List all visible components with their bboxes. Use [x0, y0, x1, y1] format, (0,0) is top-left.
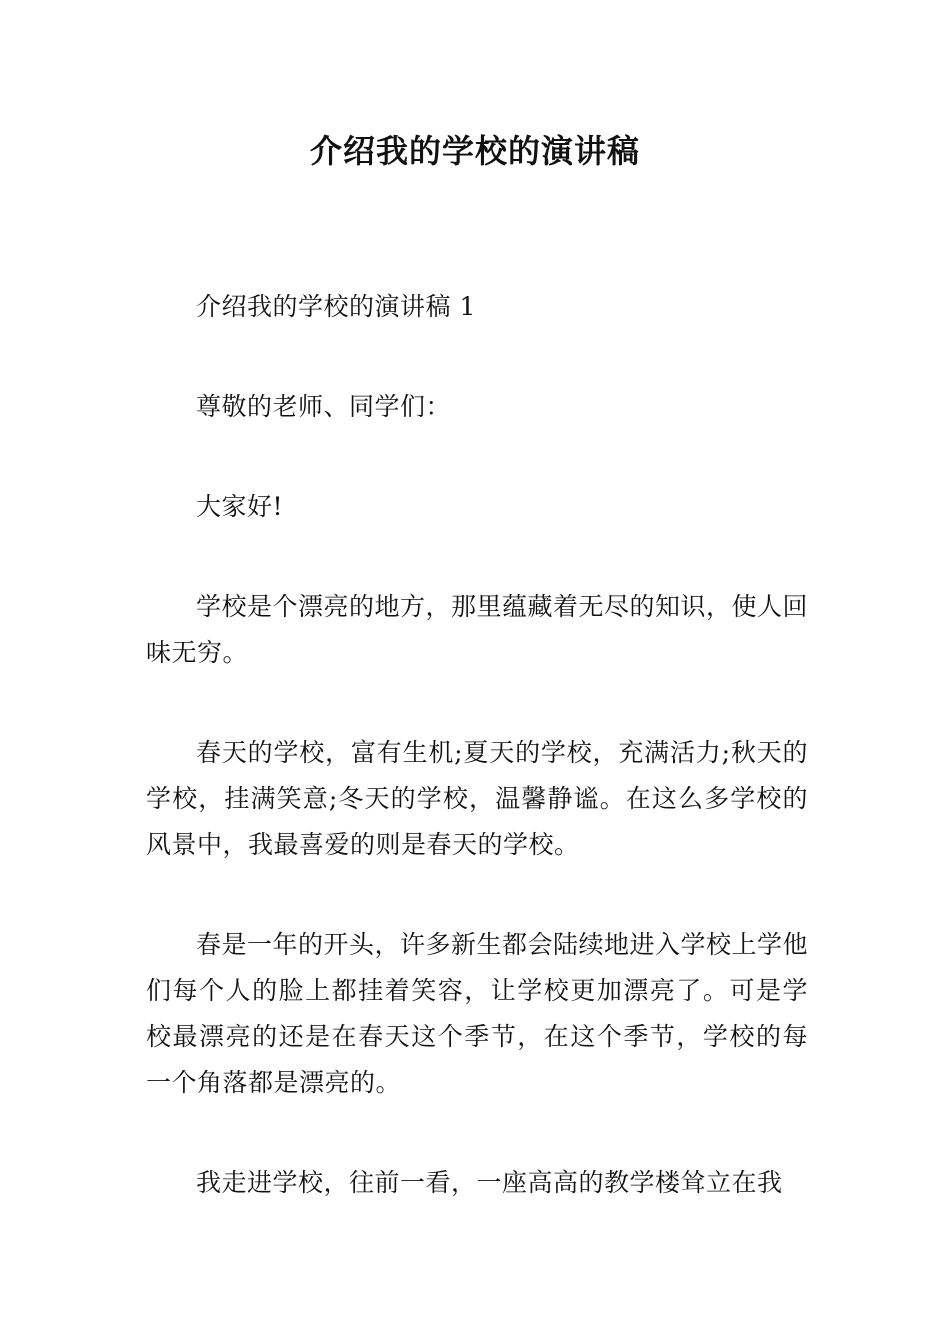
- document-body: [146, 284, 808, 1206]
- paragraph-seasons: 春天的学校，富有生机;夏天的学校，充满活力;秋天的学校，挂满笑意;冬天的学校，温馨静谧。在这么多学校的风景中，我最喜爱的则是春天的学校。: [146, 738, 808, 859]
- paragraph-entering: 我走进学校，往前一看，一座高高的教学楼耸立在我: [196, 1168, 783, 1197]
- paragraph-intro: 学校是个漂亮的地方，那里蕴藏着无尽的知识，使人回味无穷。: [146, 592, 809, 667]
- document-title: 介绍我的学校的演讲稿: [309, 132, 640, 170]
- paragraph-greeting: 大家好!: [196, 492, 284, 521]
- paragraph-salutation: 尊敬的老师、同学们：: [196, 392, 452, 421]
- paragraph-spring: 春是一年的开头，许多新生都会陆续地进入学校上学他们每个人的脸上都挂着笑容，让学校更加漂亮了。可是学校最漂亮的还是在春天这个季节，在这个季节，学校的每一个角落都是漂亮的。: [146, 930, 809, 1097]
- paragraph-heading: 介绍我的学校的演讲稿 1: [196, 292, 476, 321]
